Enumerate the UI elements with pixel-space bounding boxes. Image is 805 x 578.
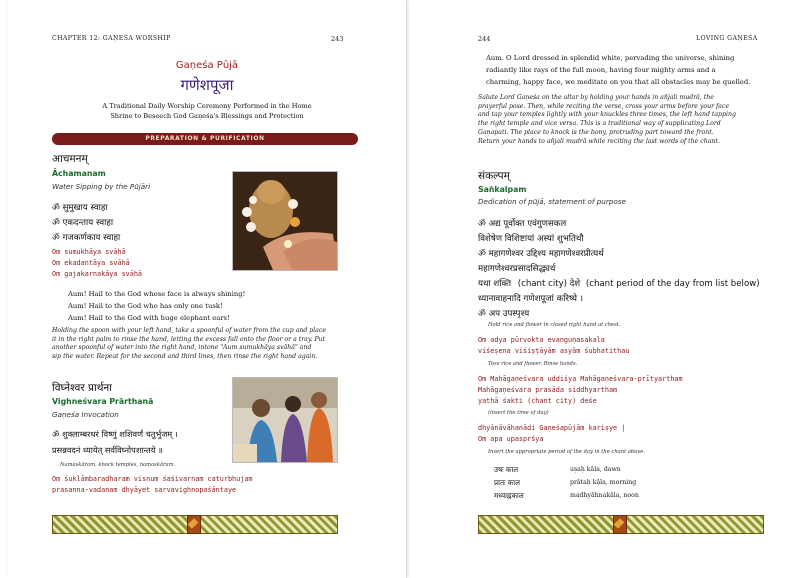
section-banner: PREPARATION & PURIFICATION: [52, 133, 358, 145]
transliteration-line: Om ekadantāya svāhā: [52, 259, 130, 267]
instruction-line: prayerful pose. Then, while reciting the verse, cross your arms before your face: [478, 102, 730, 110]
mantra-line: महागणेश्वरप्रसादसिद्ध्यर्थ: [478, 264, 556, 274]
action-note: Hold rice and flower in closed right hand at chest.: [488, 322, 621, 328]
acamanam-instruction: [52, 327, 352, 362]
ganesha-puja-photo: [232, 171, 338, 271]
mantra-line: ॐ एकदन्ताय स्वाहा: [52, 218, 114, 228]
mantra-line: ॐ अद्य पूर्वोक्त एवंगुणसकल: [478, 219, 567, 229]
transliteration-line: Om apa upasprśya: [478, 435, 544, 443]
instruction-line: the right temple and vice versa. This is a traditional way of supplicating Lord: [478, 120, 721, 128]
meaning-line: Aum! Hail to the God with huge elephant ears!: [68, 314, 230, 322]
transliteration-line: viśeṣena viśiṣṭāyām asyām śubhatithau: [478, 347, 630, 355]
transliteration-line: Om sumukhāya svāhā: [52, 248, 126, 256]
meaning-line: radiantly like rays of the full moon, having four mighty arms and a: [486, 66, 716, 74]
verse-meaning: [486, 52, 786, 88]
transliteration-line: dhyānāvāhanādi Gaṇeśapūjām kariṣye |: [478, 424, 626, 432]
meaning-line: charming, happy face, we meditate on you that all obstacles may be quelled.: [486, 78, 751, 86]
acamanam-dev-heading: आचमनम्: [52, 153, 88, 165]
transliteration-line: Mahāgaṇeśvara prasāda siddhyartham: [478, 386, 618, 394]
mantra-line: विशेषेण विशिष्टायां अस्यां शुभतिथौ: [478, 234, 584, 244]
instruction-line: Salute Lord Gaṇeśa on the altar by holding your hands in añjali mudrā, the: [478, 94, 714, 101]
instruction-line: Gaṇapati. The place to knock is the bony, protruding part toward the front.: [478, 128, 714, 136]
vighnesvara-heading: Vighneśvara Prārthanā: [52, 397, 154, 406]
subtitle-line: A Traditional Daily Worship Ceremony Performed in the Home: [102, 102, 312, 110]
right-page-number: 244: [478, 35, 491, 43]
left-page-number: 243: [331, 35, 344, 43]
mantra-line: ॐ शुक्लाम्बरधरं विष्णुं शशिवर्णं चतुर्भुजम् ।: [52, 429, 178, 439]
decorative-border: [52, 515, 338, 534]
time-of-day-dev: मध्याह्नकाल: [494, 491, 524, 500]
right-running-header: LOVING GAṆEŚA: [696, 35, 758, 42]
transliteration-line: Om adya pūrvokta evanguṇasakala: [478, 336, 605, 344]
time-of-day-dev: उषः काल: [494, 465, 519, 474]
instruction-line: it in the right palm to rinse the hand, letting the excess fall onto the floor or a tray. Put: [52, 335, 326, 343]
meaning-line: Aum. O Lord dressed in splendid white, pervading the universe, shining: [486, 54, 735, 62]
left-page: [8, 0, 407, 578]
sankalpam-subtitle: Dedication of pūjā, statement of purpose: [478, 197, 626, 206]
transliteration-line: Om gajakarnakāya svāhā: [52, 270, 143, 278]
mantra-line: ॐ अप उपस्पृश्य: [478, 309, 530, 319]
decorative-border: [478, 515, 764, 534]
city-dev: यथा शक्ति: [478, 279, 512, 289]
vighnesvara-subtitle: Gaṇeśa Invocation: [52, 410, 119, 419]
instruction-line: Holding the spoon with your left hand, take a spoonful of water from the cup and place: [52, 327, 327, 334]
transliteration-line: yathā śakti (chant city) deśe: [478, 397, 597, 405]
sankalpam-dev-heading: संकल्पम्: [478, 170, 510, 182]
acamanam-subtitle: Water Sipping by the Pūjāri: [52, 182, 151, 191]
instruction-line: sip the water. Repeat for the second and third lines, then rinse the right hand again.: [52, 353, 318, 361]
page-subtitle: [8, 101, 406, 121]
vighnesvara-dev-heading: विघ्नेश्वर प्रार्थना: [52, 382, 112, 394]
instruction-line: another spoonful of water into the right hand, intone "Aum sumukhāya svāhā" and: [52, 344, 312, 352]
right-page: [412, 0, 805, 578]
page-title: Gaṇeśa Pūjā: [175, 60, 239, 71]
mantra-line: ॐ महागणेश्वर उद्दिश्य महागणेश्वरप्रीत्यर्थ: [478, 249, 604, 259]
mantra-line-city: [478, 277, 760, 289]
worshippers-image: [233, 378, 337, 462]
time-of-day-label: madhyāhnakāla, noon: [570, 492, 639, 499]
action-note: (insert the time of day): [488, 410, 549, 416]
meaning-line: Aum! Hail to the God whose face is always shining!: [68, 290, 246, 298]
time-of-day-label: prātaḥ kāla, morning: [570, 479, 637, 486]
time-of-day-dev: प्रातः काल: [494, 478, 521, 487]
mantra-line: प्रसन्नवदनं ध्यायेत् सर्वविघ्नोपशान्तये ॥: [52, 445, 163, 455]
meaning-line: Aum! Hail to the God who has only one tusk!: [68, 302, 223, 310]
subtitle-line: Shrine to Beseech God Gaṇeśa's Blessings and Protection: [110, 112, 304, 120]
transliteration-line: prasanna-vadanam dhyāyet sarvavighnopaśāntaye: [52, 486, 237, 494]
transliteration-line: Om śuklāmbaradharam visnum śaśivarnam caturbhujam: [52, 475, 253, 483]
acamanam-heading: Āchamanam: [52, 169, 106, 178]
action-note: Toss rice and flower. Rinse hands.: [488, 361, 578, 367]
action-note: Insert the appropriate period of the day in the chant above.: [488, 449, 646, 455]
mantra-line: ॐ गजकर्णकाय स्वाहा: [52, 233, 121, 243]
city-placeholder: (chant city) देशे: [517, 279, 581, 289]
instruction-line: and tap your temples lightly with your knuckles three times, the left hand tapping: [478, 111, 736, 119]
mantra-line: ध्यानावाहनादि गणेशपूजां करिष्ये ।: [478, 294, 583, 304]
sankalpam-heading: Saṅkalpam: [478, 185, 527, 194]
time-of-day-label: uṣaḥ kāla, dawn: [570, 466, 621, 473]
period-placeholder: (chant period of the day from list below): [585, 279, 760, 289]
salute-instruction: [478, 94, 788, 146]
transliteration-line: Om Mahāgaṇeśvara uddiśya Mahāgaṇeśvara-prītyartham: [478, 375, 683, 383]
mantra-line: ॐ सुमुखाय स्वाहा: [52, 203, 108, 213]
border-medallion-icon: [613, 515, 627, 534]
instruction-line: Return your hands to añjali mudrā while reciting the last words of the chant.: [478, 137, 720, 145]
ganesha-statue-image: [233, 172, 337, 270]
page-title-devanagari: गणेशपूजा: [180, 76, 234, 94]
action-note: Namaskāram, knock temples, namaskāram.: [60, 462, 176, 468]
border-medallion-icon: [187, 515, 201, 534]
left-running-header: CHAPTER 12: GAṆEŚA WORSHIP: [52, 35, 171, 42]
temple-tapping-photo: [232, 377, 338, 463]
